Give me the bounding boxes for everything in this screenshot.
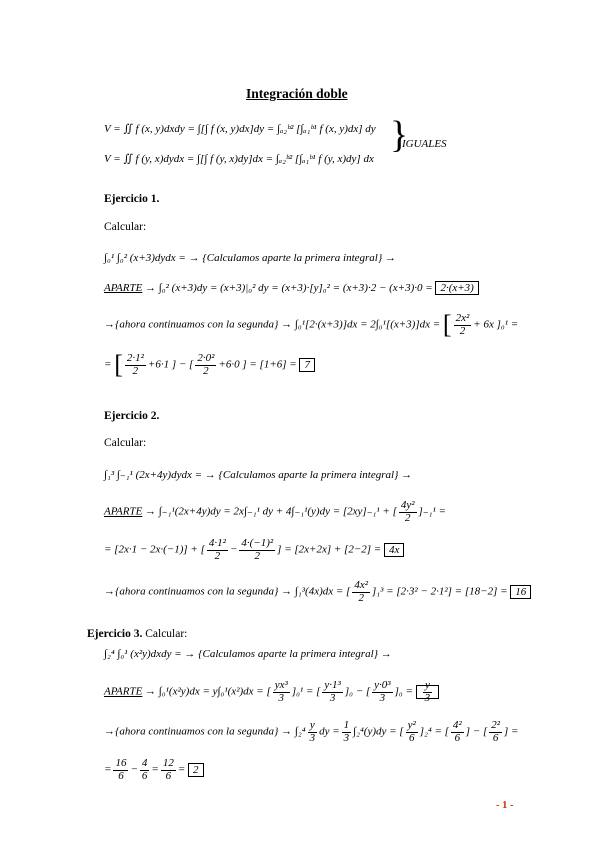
exercise-3-integral: ∫₂⁴ ∫₀¹ (x²y)dxdy = → {Calculamos aparte la primera integral} → [104,648,392,660]
exercise-3-evaluation: = $\frac{16}{6}$ − $\frac{4}{6}$ = $\frac{12}{6}$ = 2 [104,758,204,782]
result-box: 4x [384,543,404,557]
exercise-3-heading: Ejercicio 3. [87,628,143,640]
final-result-box: 2 [188,763,204,777]
exercise-2-evaluation: = [2x·1 − 2x·(−1)] + [ $\frac{\text{4·1²}}{2}$ − $\frac{\text{4·(−1)²}}{2}$ ] = [2x+2x] + [2−2] = 4x [104,538,404,562]
final-result-box: 7 [299,358,315,372]
exercise-3-calcular: Calcular: [145,628,188,640]
page-title: Integración doble [246,86,348,101]
exercise-1-second-integral: →{ahora continuamos con la segunda} → ∫₀¹[2·(x+3)]dx = 2∫₀¹[(x+3)]dx = [ $\frac{\text{2x²}}{2}$ + 6x ]₀¹ = [104,310,519,339]
exercise-2-heading: Ejercicio 2. [104,410,160,422]
intro-equation-1: V = ∬ f (x, y)dxdy = ∫[∫ f (x, y)dx]dy = ∫ₐ₂ᵇ² [∫ₐ₁ᵇ¹ f (x, y)dx] dy [104,123,376,135]
exercise-3-aparte-line: APARTE → ∫₀¹(x²y)dx = y∫₀¹(x²)dx = [ $\frac{\text{yx³}}{3}$ ]₀¹ = [ $\frac{\text{y·1³}}{3}$ ]₀ − [ $\frac{\text{y·0³}}{3}$ ]₀ = $\frac{y}{3}$ [104,680,439,704]
exercise-2-integral: ∫₁³ ∫₋₁¹ (2x+4y)dydx = → {Calculamos aparte la primera integral} → [104,469,413,481]
result-box: 2·(x+3) [435,281,478,295]
iguales-label: IGUALES [402,138,447,150]
exercise-1-aparte-line: APARTE → ∫₀² (x+3)dy = (x+3)|₀² dy = (x+3)·[y]₀² = (x+3)·2 − (x+3)·0 = 2·(x+3) [104,282,479,294]
exercise-1-calcular: Calcular: [104,221,147,233]
exercise-2-calcular: Calcular: [104,437,147,449]
exercise-1-integral: ∫₀¹ ∫₀² (x+3)dydx = → {Calculamos aparte la primera integral} → [104,252,396,264]
aparte-label: APARTE [104,282,143,294]
intro-brace: } [390,114,409,156]
exercise-2-aparte-line: APARTE → ∫₋₁¹(2x+4y)dy = 2x∫₋₁¹ dy + 4∫₋₁¹(y)dy = [2xy]₋₁¹ + [ $\frac{\text{4y²}}{2}$ ]₋₁¹ = [104,499,446,524]
page-number: - 1 - [496,800,514,811]
exercise-3-header [87,628,187,640]
exercise-1-evaluation: = [ $\frac{\text{2·1²}}{2}$ +6·1 ] − [ $\frac{\text{2·0²}}{2}$ +6·0 ] = [1+6] = 7 [104,352,315,378]
exercise-3-second-integral: →{ahora continuamos con la segunda} → ∫₂⁴ $\frac{y}{3}$ dy = $\frac{1}{3}$ ∫₂⁴(y)dy = [ $\frac{\text{y²}}{6}$ ]₂⁴ = [ $\frac{\text{4²}}{6}$ ] − [ $\frac{\text{2²}}{6}$ ] = [104,719,519,744]
exercise-1-heading: Ejercicio 1. [104,193,160,205]
intro-equation-2: V = ∬ f (y, x)dydx = ∫[∫ f (y, x)dy]dx = ∫ₐ₂ᵇ² [∫ₐ₁ᵇ¹ f (y, x)dy] dx [104,153,374,165]
exercise-2-second-integral: →{ahora continuamos con la segunda} → ∫₁³(4x)dx = [ $\frac{\text{4x²}}{2}$ ]₁³ = [2·3² − 2·1²] = [18−2] = 16 [104,580,531,604]
final-result-box: 16 [510,585,531,599]
